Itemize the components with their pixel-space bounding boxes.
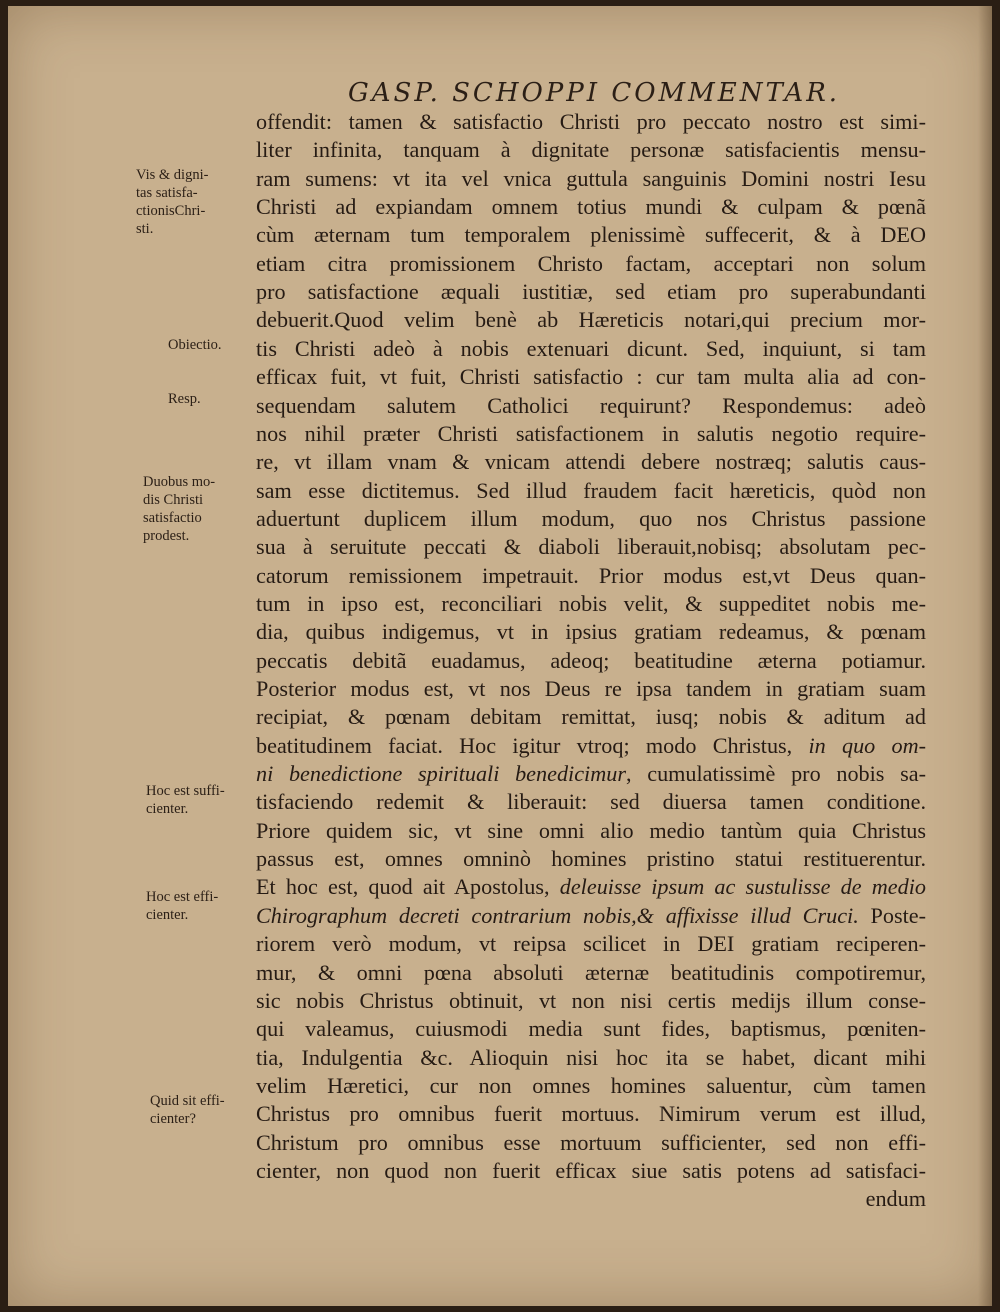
marginal-note-line: tas satisfa- (136, 185, 198, 201)
marginal-note-line: sti. (136, 221, 154, 237)
marginal-note-line: cienter? (150, 1111, 196, 1127)
text-run: Priore quidem sic, vt sine omni alio medio tantùm quia Christus (256, 817, 926, 843)
text-run: tum in ipso est, reconciliari nobis velit, & suppeditet nobis me- (256, 590, 926, 616)
text-line (256, 448, 926, 476)
text-run: sequendam salutem Catholici requirunt? Respondemus: adeò (256, 392, 926, 418)
text-line (256, 1129, 926, 1157)
text-line (256, 193, 926, 221)
text-line (256, 1185, 926, 1213)
text-line (256, 732, 926, 760)
text-line (256, 1044, 926, 1072)
marginal-note (136, 166, 241, 238)
marginal-note (168, 390, 273, 408)
text-line (256, 590, 926, 618)
text-run: sam esse dictitemus. Sed illud fraudem facit hæreticis, quòd non (256, 477, 926, 503)
text-line (256, 760, 926, 788)
marginal-note-line: cienter. (146, 801, 189, 817)
marginal-note-line: dis Christi (143, 492, 204, 508)
text-run: Posterior modus est, vt nos Deus re ipsa tandem in gratiam suam (256, 676, 926, 701)
text-run: tia, Indulgentia &c. Alioquin nisi hoc ita se habet, dicant mihi (256, 1044, 926, 1070)
text-line (256, 392, 926, 420)
marginal-note-line: Obiectio. (168, 337, 222, 353)
italic-quotation: in quo om- (808, 732, 927, 758)
text-line (256, 562, 926, 590)
text-line (256, 1072, 926, 1100)
text-line (256, 250, 926, 278)
text-run: riorem verò modum, vt reipsa scilicet in DEI gratiam reciperen- (256, 931, 926, 957)
text-run: re, vt illam vnam & vnicam attendi debere nostræq; salutis caus- (256, 449, 926, 475)
text-run: liter infinita, tanquam à dignitate personæ satisfacientis mensu- (256, 137, 926, 163)
text-line (256, 221, 926, 249)
text-run: tisfaciendo redemit & liberauit: sed diuersa tamen conditione. (256, 789, 926, 815)
italic-quotation: Chirographum decreti contrarium nobis,& affixisse illud Cruci. (256, 902, 859, 928)
text-run: tis Christi adeò à nobis extenuari dicunt. Sed, inquiunt, si tam (256, 335, 926, 361)
text-run: Poste- (858, 902, 927, 928)
text-line (256, 278, 926, 306)
text-line (256, 335, 926, 363)
text-run: aduertunt duplicem illum modum, quo nos Christus passione (256, 505, 926, 531)
text-run: passus est, omnes omninò homines pristino statui restituerentur. (256, 846, 926, 872)
text-line (256, 703, 926, 731)
marginal-note-line: cienter. (146, 907, 189, 923)
text-line (256, 108, 926, 136)
text-run: qui valeamus, cuiusmodi media sunt fides, baptismus, pœniten- (256, 1016, 926, 1042)
text-line (256, 817, 926, 845)
marginal-note-line: satisfactio (143, 510, 202, 526)
text-line (256, 675, 926, 703)
text-line (256, 1100, 926, 1128)
text-run: sic nobis Christus obtinuit, vt non nisi certis medijs illum conse- (256, 987, 926, 1013)
text-line (256, 788, 926, 816)
page-edge-shadow (978, 6, 992, 1306)
text-line (256, 306, 926, 334)
italic-quotation: ni benedictione spirituali benedicimur (256, 761, 626, 787)
text-line (256, 420, 926, 448)
text-run: velim Hæretici, cur non omnes homines saluentur, cùm tamen (256, 1072, 926, 1098)
text-run: catorum remissionem impetrauit. Prior modus est,vt Deus quan- (256, 562, 926, 588)
text-line (256, 363, 926, 391)
text-run: recipiat, & pœnam debitam remittat, iusq; nobis & aditum ad (256, 704, 926, 730)
text-run: nos nihil præter Christi satisfactionem in salutis negotio require- (256, 420, 926, 446)
text-line (256, 959, 926, 987)
text-line (256, 987, 926, 1015)
text-run: ram sumens: vt ita vel vnica guttula sanguinis Domini nostri Iesu (256, 165, 926, 191)
text-line (256, 165, 926, 193)
text-run: sua à seruitute peccati & diaboli liberauit,nobisq; absolutam pec- (256, 534, 926, 560)
text-line (256, 505, 926, 533)
marginal-note-line: Hoc est suffi- (146, 783, 225, 799)
text-run: efficax fuit, vt fuit, Christi satisfactio : cur tam multa alia ad con- (256, 364, 926, 390)
text-line (256, 873, 926, 901)
text-line (256, 1157, 926, 1185)
marginal-note (146, 888, 251, 924)
text-line (256, 845, 926, 873)
text-line (256, 533, 926, 561)
text-run: endum (865, 1186, 926, 1212)
marginal-note-line: prodest. (143, 528, 190, 544)
marginal-note (150, 1092, 255, 1128)
marginal-note-line: ctionisChri- (136, 203, 206, 219)
marginal-note-line: Resp. (168, 391, 201, 407)
text-line (256, 136, 926, 164)
marginal-note (143, 473, 248, 545)
book-page (8, 6, 992, 1306)
text-run: Christus pro omnibus fuerit mortuus. Nimirum verum est illud, (256, 1101, 926, 1127)
text-run: beatitudinem faciat. Hoc igitur vtroq; modo Christus, (256, 732, 809, 758)
marginal-note (146, 782, 251, 818)
marginal-note-line: Quid sit effi- (150, 1093, 225, 1109)
running-header: GASP. SCHOPPI COMMENTAR. (348, 78, 841, 108)
text-line (256, 618, 926, 646)
text-run: Et hoc est, quod ait Apostolus, (256, 874, 560, 900)
text-run: Christum pro omnibus esse mortuum sufficienter, sed non effi- (256, 1129, 926, 1155)
text-run: cienter, non quod non fuerit efficax siue satis potens ad satisfaci- (256, 1157, 926, 1183)
text-run: peccatis debitã euadamus, adeoq; beatitudine æterna potiamur. (256, 647, 926, 673)
text-run: etiam citra promissionem Christo factam, acceptari non solum (256, 250, 926, 276)
text-line (256, 902, 926, 930)
text-run: offendit: tamen & satisfactio Christi pro peccato nostro est simi- (256, 109, 926, 134)
text-run: debuerit.Quod velim benè ab Hæreticis notari,qui precium mor- (256, 307, 926, 333)
text-line (256, 1015, 926, 1043)
text-run: cùm æternam tum temporalem plenissimè suffecerit, & à DEO (256, 222, 926, 248)
marginal-note-line: Hoc est effi- (146, 889, 219, 905)
italic-quotation: deleuisse ipsum ac sustulisse de medio (559, 874, 926, 900)
text-run: , cumulatissimè pro nobis sa- (625, 761, 927, 787)
text-run: Christi ad expiandam omnem totius mundi & culpam & pœnã (256, 194, 926, 220)
text-run: mur, & omni pœna absoluti æternæ beatitudinis compotiremur, (256, 959, 926, 985)
marginal-note (168, 336, 273, 354)
marginal-note-line: Vis & digni- (136, 167, 209, 183)
text-line (256, 477, 926, 505)
marginal-note-line: Duobus mo- (143, 474, 216, 490)
text-run: pro satisfactione æquali iustitiæ, sed etiam pro superabundanti (256, 279, 926, 305)
text-line (256, 930, 926, 958)
text-line (256, 647, 926, 675)
text-run: dia, quibus indigemus, vt in ipsius gratiam redeamus, & pœnam (256, 619, 926, 645)
